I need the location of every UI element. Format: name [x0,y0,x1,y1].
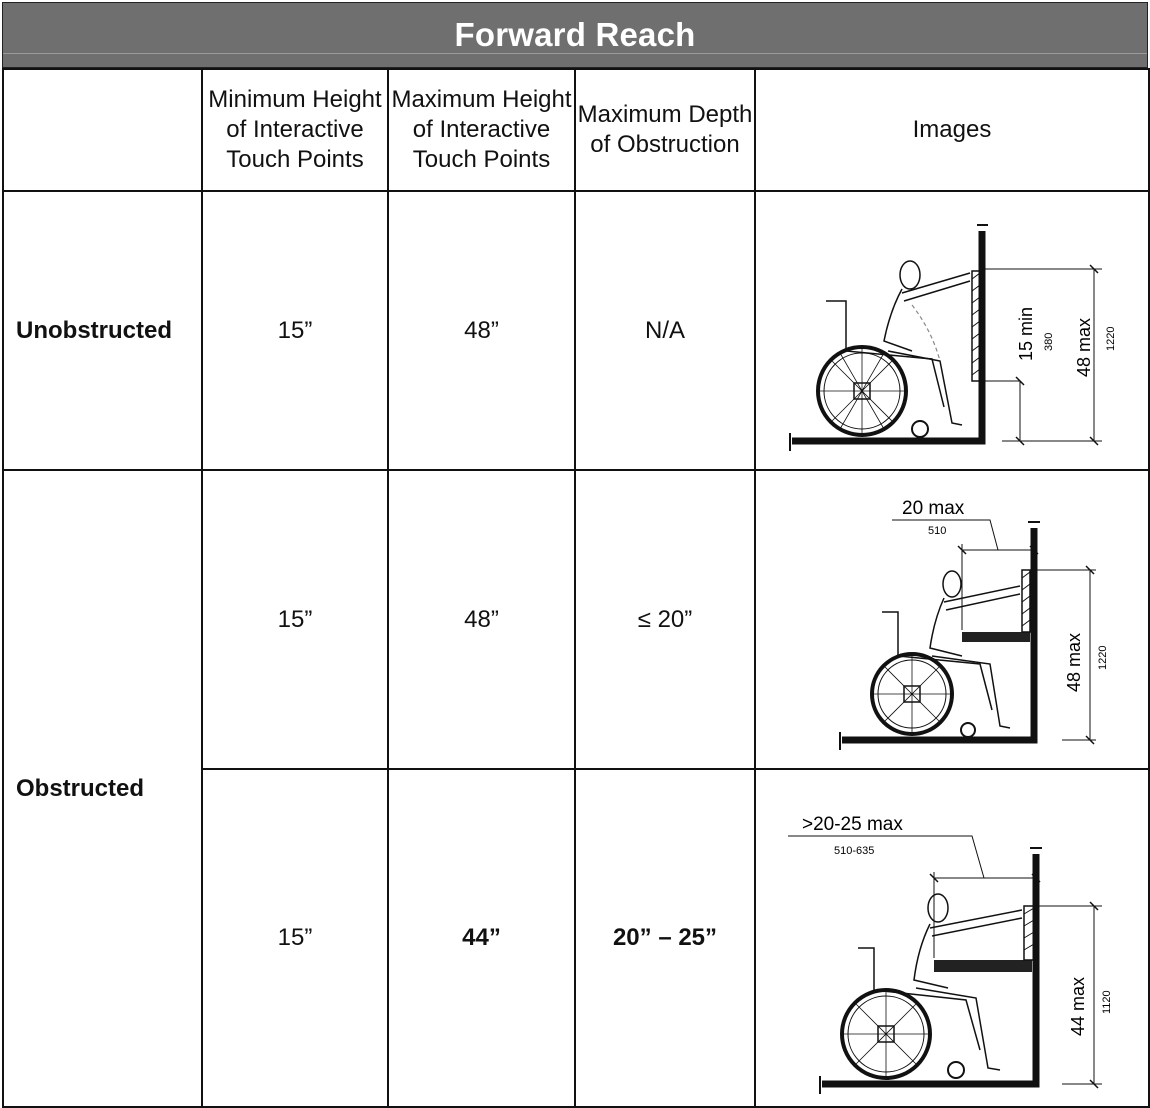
max-depth-value: N/A [575,191,755,470]
header-max-height: Maximum Height of Interactive Touch Points [388,69,575,191]
header-images: Images [755,69,1149,191]
header-max-depth: Maximum Depth of Obstruction [575,69,755,191]
obstructed-20-reach-diagram [772,480,1132,760]
max-depth-value: 20” – 25” [575,769,755,1107]
header-min-height: Minimum Height of Interactive Touch Points [202,69,388,191]
max-depth-value: ≤ 20” [575,470,755,769]
max-height-value: 48” [388,191,575,470]
max-height-value: 48” [388,470,575,769]
image-obstructed-20 [755,470,1149,769]
depth-dim-mm: 510-635 [834,845,875,857]
height-dim-label: 48 max [1064,632,1084,692]
obstructed-25-reach-diagram [762,778,1142,1098]
header-row [3,69,1149,191]
height-dim-mm: 1120 [1101,990,1113,1014]
max-height-value: 44” [388,769,575,1107]
min-height-dim-label: 15 min [1016,306,1036,361]
min-height-value: 15” [202,470,388,769]
height-dim-mm: 1220 [1097,645,1109,670]
depth-dim-label: >20-25 max [802,814,903,835]
height-dim-label: 44 max [1068,976,1088,1036]
depth-dim-label: 20 max [902,497,965,519]
depth-dim-mm: 510 [928,524,947,537]
forward-reach-document [2,2,1148,1106]
min-height-value: 15” [202,769,388,1107]
max-height-dim-mm: 1220 [1105,326,1117,351]
row-label-obstructed: Obstructed [3,470,202,1107]
min-height-dim-mm: 380 [1043,332,1055,351]
forward-reach-table [2,68,1150,1108]
unobstructed-reach-diagram [762,201,1142,461]
max-height-dim-label: 48 max [1074,317,1094,377]
table-title: Forward Reach [2,2,1148,68]
table-row-unobstructed [3,191,1149,470]
row-label-unobstructed: Unobstructed [3,191,202,470]
min-height-value: 15” [202,191,388,470]
table-row-obstructed-20 [3,470,1149,769]
header-blank [3,69,202,191]
image-obstructed-25 [755,769,1149,1107]
image-unobstructed [755,191,1149,470]
